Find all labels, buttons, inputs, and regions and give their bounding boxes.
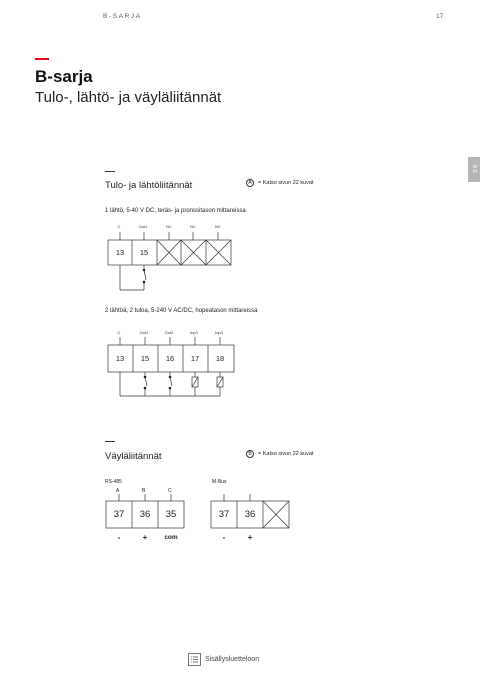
terminal-number: 13: [115, 248, 125, 257]
figure-note-text: = Katso sivun 22 kuvat: [258, 451, 314, 457]
terminal-number: 15: [139, 248, 149, 257]
terminal-block-1: [108, 232, 231, 290]
pin-label: NC: [215, 224, 221, 229]
terminal-block-2: [108, 337, 234, 396]
pin-label: NC: [190, 224, 196, 229]
pin-label: Inp3: [190, 330, 198, 335]
terminal-number: 37: [218, 509, 230, 520]
terminal-number: 15: [140, 354, 150, 363]
diagram-title: 1 lähtö, 5-40 V DC, teräs- ja pronssitason mittareissa: [105, 208, 246, 214]
section-title-io: Tulo- ja lähtöliitännät: [105, 180, 193, 191]
terminal-number: 36: [244, 509, 256, 520]
section-title-bus: Väyläliitännät: [105, 451, 162, 462]
pin-label: Out1: [138, 224, 148, 229]
terminal-number: 36: [139, 509, 151, 520]
pin-label: C: [117, 330, 121, 335]
pin-label: NC: [166, 224, 172, 229]
polarity-sign: +: [247, 533, 253, 542]
mbus-label: M-Bus: [212, 479, 227, 485]
pin-label: A: [116, 488, 120, 494]
rs485-terminal-block: [106, 494, 184, 528]
terminal-number: 18: [215, 354, 225, 363]
pin-label: C: [117, 224, 121, 229]
toc-link-label[interactable]: Sisällysluetteloon: [205, 656, 260, 663]
terminal-number: 16: [165, 354, 175, 363]
page-number: 17: [436, 13, 444, 20]
pin-label: C: [168, 488, 172, 494]
polarity-sign: +: [142, 533, 148, 542]
toc-link[interactable]: [188, 653, 259, 666]
terminal-number: 35: [165, 509, 177, 520]
mbus-terminal-block: [211, 494, 289, 528]
diagram-title: 2 lähtöä, 2 tuloa, 5-240 V AC/DC, hopeatason mittareissa: [105, 308, 258, 314]
pin-label: B: [142, 488, 146, 494]
pin-label: Inp4: [215, 330, 223, 335]
polarity-sign: com: [164, 534, 178, 541]
polarity-sign: -: [222, 533, 226, 542]
marker-a-icon: A: [246, 179, 254, 187]
polarity-sign: -: [117, 533, 121, 542]
switch-contacts: [143, 269, 172, 390]
pin-label: Out2: [164, 330, 174, 335]
page-subtitle: Tulo-, lähtö- ja väyläliitännät: [35, 89, 222, 106]
page-title: B-sarja: [35, 67, 93, 86]
section-side-tab[interactable]: B E: [468, 157, 480, 182]
rs485-label: RS-485: [105, 479, 122, 485]
terminal-number: 17: [190, 354, 200, 363]
marker-b-icon: B: [246, 450, 254, 458]
terminal-number: 37: [113, 509, 125, 520]
list-icon: [188, 653, 201, 666]
figure-note-text: = Katso sivun 22 kuvat: [258, 180, 314, 186]
running-header: B-SARJA: [103, 13, 142, 20]
pin-label: Out1: [139, 330, 149, 335]
terminal-number: 13: [115, 354, 125, 363]
